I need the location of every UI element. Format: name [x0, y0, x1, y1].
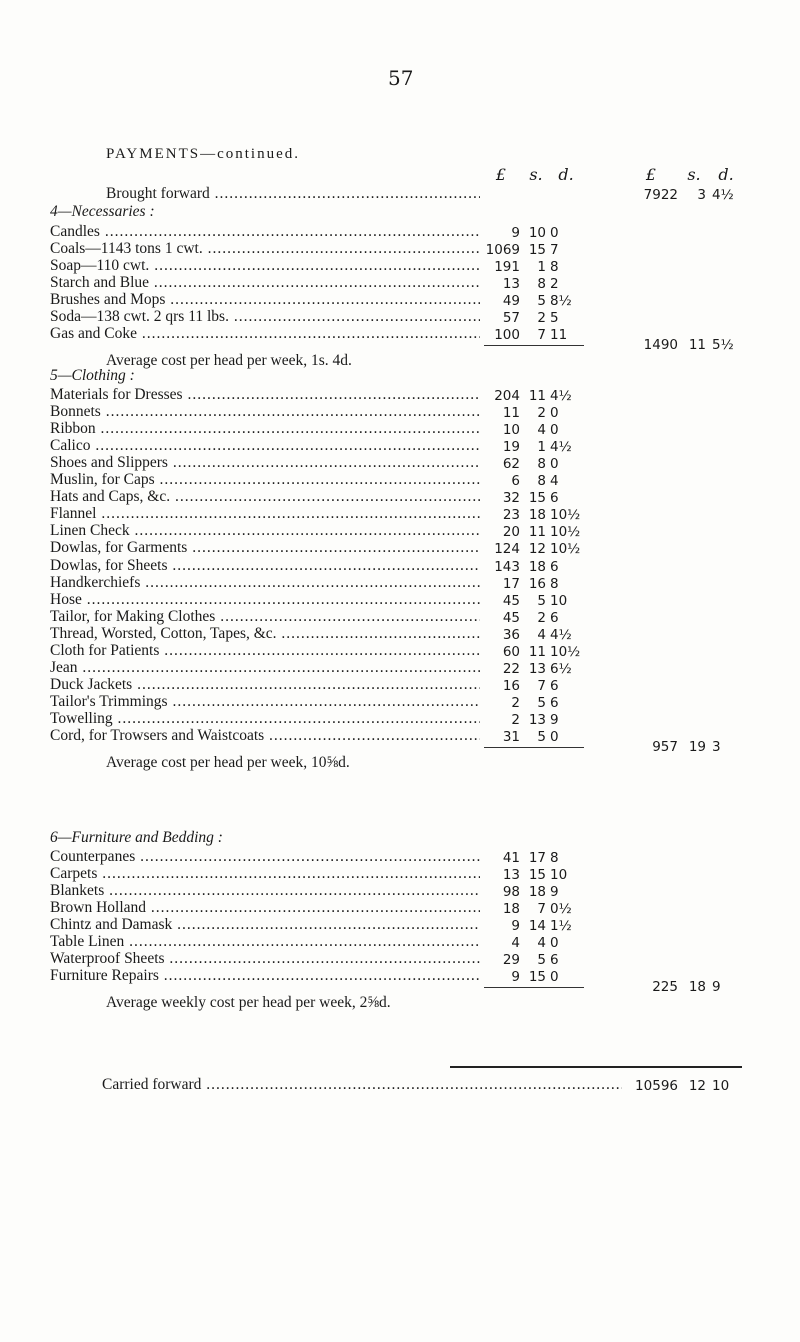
line-item-pence: 10½: [550, 541, 581, 558]
line-item-shillings: 5: [537, 694, 546, 711]
line-item-pence: 7: [550, 242, 559, 259]
subtotal-rule: [484, 987, 584, 988]
line-item-pounds: 2: [511, 694, 520, 711]
line-item-shillings: 5: [537, 293, 546, 310]
line-item-pounds: 45: [502, 609, 520, 626]
line-item-shillings: 1: [537, 259, 546, 276]
line-item-label: Coals—1143 tons 1 cwt. .....: [50, 240, 480, 258]
page-heading: PAYMENTS—continued.: [106, 146, 300, 162]
section-total-pence: 9: [712, 979, 721, 996]
line-item-shillings: 4: [537, 935, 546, 952]
line-item-label: Tailor's Trimmings .....: [50, 693, 480, 711]
line-item-shillings: 8: [537, 456, 546, 473]
line-item-pence: 11: [550, 327, 568, 344]
line-item-pounds: 45: [502, 592, 520, 609]
line-item-pence: 6: [550, 490, 559, 507]
line-item-pence: 10: [550, 592, 568, 609]
line-item-pounds: 17: [502, 575, 520, 592]
line-item-shillings: 12: [528, 541, 546, 558]
line-item-label: Dowlas, for Garments .....: [50, 539, 480, 557]
line-item-pence: 6: [550, 694, 559, 711]
line-item-label: Hats and Caps, &c. .....: [50, 488, 480, 506]
line-item-shillings: 2: [537, 405, 546, 422]
line-item-pounds: 9: [511, 918, 520, 935]
line-item-shillings: 18: [528, 507, 546, 524]
section-total-pounds: 225: [652, 979, 678, 996]
col-header-shillings: s.: [529, 165, 543, 184]
line-item-shillings: 2: [537, 310, 546, 327]
line-item-pounds: 10: [502, 422, 520, 439]
line-item-pence: 8: [550, 575, 559, 592]
line-item-shillings: 15: [528, 969, 546, 986]
line-item-label: Thread, Worsted, Cotton, Tapes, &c. .....: [50, 625, 480, 643]
line-item-shillings: 5: [537, 952, 546, 969]
line-item-pounds: 32: [502, 490, 520, 507]
line-item-pence: 4: [550, 473, 559, 490]
line-item-pounds: 36: [502, 626, 520, 643]
line-item-pence: 4½: [550, 388, 572, 404]
line-item-pence: 6: [550, 558, 559, 575]
line-item-pounds: 1069: [485, 242, 520, 259]
brought-forward-pence: 4½: [712, 187, 734, 203]
section-total-shillings: 18: [688, 979, 706, 996]
line-item-label: Carpets .....: [50, 865, 480, 883]
line-item-pounds: 9: [511, 225, 520, 241]
line-item-pence: 10½: [550, 524, 581, 541]
line-item-label: Table Linen .....: [50, 933, 480, 951]
section-title: 6—Furniture and Bedding :: [50, 829, 223, 846]
line-item-shillings: 1: [537, 439, 546, 456]
line-item-pence: 9: [550, 711, 559, 728]
line-item-shillings: 14: [528, 918, 546, 935]
line-item-pence: 2: [550, 276, 559, 293]
line-item-label: Handkerchiefs .....: [50, 574, 480, 592]
line-item-label: Shoes and Slippers .....: [50, 454, 480, 472]
line-item-pence: 1½: [550, 918, 572, 935]
line-item-pounds: 41: [502, 850, 520, 866]
line-item-label: Cloth for Patients .....: [50, 642, 480, 660]
line-item-pence: 6: [550, 677, 559, 694]
line-item-shillings: 15: [528, 867, 546, 884]
line-item-pence: 0: [550, 729, 559, 745]
line-item-pence: 4½: [550, 626, 572, 643]
line-item-label: Tailor, for Making Clothes .....: [50, 608, 480, 626]
average-cost-note: Average cost per head per week, 10⅝d.: [106, 754, 350, 772]
line-item-pounds: 29: [502, 952, 520, 969]
line-item-pence: 0: [550, 935, 559, 952]
line-item-pence: 6: [550, 952, 559, 969]
line-item-shillings: 2: [537, 609, 546, 626]
brought-forward-shillings: 3: [697, 187, 706, 203]
line-item-pounds: 143: [494, 558, 520, 575]
line-item-pounds: 204: [494, 388, 520, 404]
section-total-pounds: 957: [652, 739, 678, 756]
line-item-shillings: 8: [537, 276, 546, 293]
line-item-pounds: 6: [511, 473, 520, 490]
line-item-label: Dowlas, for Sheets .....: [50, 557, 480, 575]
line-item-label: Waterproof Sheets .....: [50, 950, 480, 968]
line-item-pounds: 13: [502, 276, 520, 293]
line-item-pounds: 31: [502, 729, 520, 745]
line-item-pounds: 20: [502, 524, 520, 541]
line-item-label: Gas and Coke .....: [50, 325, 480, 343]
line-item-pounds: 18: [502, 901, 520, 918]
line-item-label: Soap—110 cwt. .....: [50, 257, 480, 275]
line-item-pounds: 19: [502, 439, 520, 456]
line-item-pence: 0: [550, 225, 559, 241]
line-item-shillings: 4: [537, 626, 546, 643]
line-item-shillings: 11: [528, 643, 546, 660]
page-number: 57: [388, 66, 414, 90]
line-item-pounds: 13: [502, 867, 520, 884]
line-item-pounds: 57: [502, 310, 520, 327]
line-item-shillings: 10: [528, 225, 546, 241]
line-item-label: Calico .....: [50, 437, 480, 455]
line-item-pence: 9: [550, 884, 559, 901]
line-item-pence: 8: [550, 259, 559, 276]
line-item-label: Brushes and Mops .....: [50, 291, 480, 309]
line-item-pounds: 16: [502, 677, 520, 694]
col-header-pounds: £: [495, 165, 507, 184]
section-total-pounds: 1490: [643, 337, 678, 354]
line-item-shillings: 13: [528, 660, 546, 677]
line-item-label: Starch and Blue .....: [50, 274, 480, 292]
line-item-pounds: 98: [502, 884, 520, 901]
carried-forward-rule: [450, 1066, 742, 1068]
line-item-label: Bonnets .....: [50, 403, 480, 421]
section-title: 5—Clothing :: [50, 367, 135, 384]
carried-forward-shillings: 12: [688, 1078, 706, 1094]
line-item-label: Hose .....: [50, 591, 480, 609]
line-item-shillings: 7: [537, 327, 546, 344]
line-item-shillings: 15: [528, 242, 546, 259]
line-item-shillings: 11: [528, 388, 546, 404]
line-item-pounds: 191: [494, 259, 520, 276]
line-item-shillings: 7: [537, 677, 546, 694]
subtotal-rule: [484, 345, 584, 346]
line-item-pence: 10: [550, 867, 568, 884]
line-item-shillings: 15: [528, 490, 546, 507]
section-total-pence: 3: [712, 739, 721, 756]
line-item-pence: 8½: [550, 293, 572, 310]
line-item-pence: 6: [550, 609, 559, 626]
line-item-label: Ribbon .....: [50, 420, 480, 438]
line-item-label: Chintz and Damask .....: [50, 916, 480, 934]
line-item-label: Candles .....: [50, 223, 480, 241]
line-item-pounds: 9: [511, 969, 520, 986]
line-item-shillings: 5: [537, 592, 546, 609]
line-item-label: Blankets .....: [50, 882, 480, 900]
line-item-shillings: 7: [537, 901, 546, 918]
line-item-shillings: 11: [528, 524, 546, 541]
line-item-pence: 0: [550, 456, 559, 473]
col-header-pence: d.: [558, 165, 574, 184]
line-item-pence: 10½: [550, 507, 581, 524]
brought-forward-pounds: 7922: [643, 187, 678, 203]
line-item-label: Flannel .....: [50, 505, 480, 523]
col-header-total-pounds: £: [645, 165, 657, 184]
line-item-pence: 5: [550, 310, 559, 327]
line-item-label: Towelling .....: [50, 710, 480, 728]
line-item-label: Furniture Repairs .....: [50, 967, 480, 985]
line-item-pence: 8: [550, 850, 559, 866]
col-header-total-pence: d.: [718, 165, 734, 184]
line-item-pounds: 60: [502, 643, 520, 660]
line-item-shillings: 17: [528, 850, 546, 866]
line-item-pence: 0: [550, 405, 559, 422]
line-item-pence: 4½: [550, 439, 572, 456]
line-item-pence: 6½: [550, 660, 572, 677]
line-item-shillings: 18: [528, 884, 546, 901]
line-item-label: Jean .....: [50, 659, 480, 677]
line-item-pounds: 62: [502, 456, 520, 473]
line-item-label: Cord, for Trowsers and Waistcoats .....: [50, 727, 480, 745]
line-item-label: Counterpanes .....: [50, 848, 480, 866]
line-item-label: Duck Jackets .....: [50, 676, 480, 694]
line-item-label: Linen Check .....: [50, 522, 480, 540]
line-item-pence: 0: [550, 969, 559, 986]
line-item-pence: 0: [550, 422, 559, 439]
carried-forward-label: Carried forward .....: [102, 1076, 622, 1094]
line-item-label: Soda—138 cwt. 2 qrs 11 lbs. .....: [50, 308, 480, 326]
average-cost-note: Average weekly cost per head per week, 2⅝d.: [106, 994, 391, 1012]
section-total-shillings: 11: [688, 337, 706, 354]
section-total-shillings: 19: [688, 739, 706, 756]
line-item-pounds: 4: [511, 935, 520, 952]
line-item-label: Brown Holland .....: [50, 899, 480, 917]
line-item-shillings: 18: [528, 558, 546, 575]
line-item-pounds: 22: [502, 660, 520, 677]
line-item-pounds: 23: [502, 507, 520, 524]
carried-forward-pounds: 10596: [635, 1078, 678, 1094]
line-item-shillings: 4: [537, 422, 546, 439]
col-header-total-shillings: s.: [687, 165, 701, 184]
line-item-pounds: 124: [494, 541, 520, 558]
line-item-pounds: 49: [502, 293, 520, 310]
line-item-pence: 10½: [550, 643, 581, 660]
average-cost-note: Average cost per head per week, 1s. 4d.: [106, 352, 352, 370]
line-item-label: Muslin, for Caps .....: [50, 471, 480, 489]
line-item-shillings: 8: [537, 473, 546, 490]
section-title: 4—Necessaries :: [50, 203, 155, 220]
line-item-pence: 0½: [550, 901, 572, 918]
line-item-label: Materials for Dresses .....: [50, 386, 480, 404]
line-item-pounds: 100: [494, 327, 520, 344]
line-item-pounds: 2: [511, 711, 520, 728]
carried-forward-pence: 10: [712, 1078, 730, 1094]
line-item-shillings: 16: [528, 575, 546, 592]
line-item-shillings: 13: [528, 711, 546, 728]
line-item-shillings: 5: [537, 729, 546, 745]
line-item-pounds: 11: [502, 405, 520, 422]
brought-forward-label: Brought forward .....: [106, 185, 480, 203]
subtotal-rule: [484, 747, 584, 748]
section-total-pence: 5½: [712, 337, 734, 354]
